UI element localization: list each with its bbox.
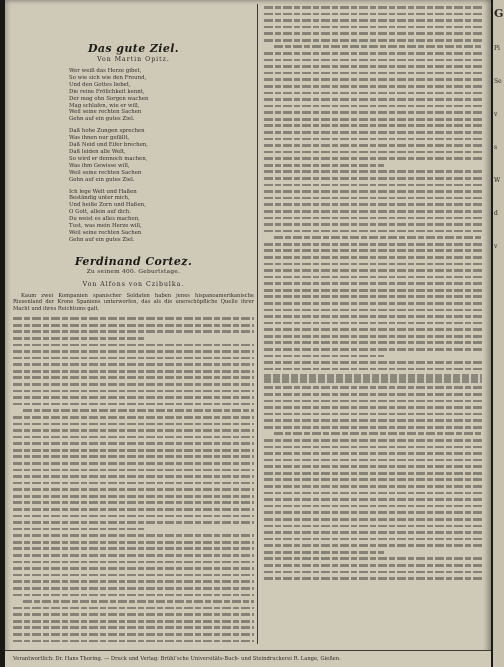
poem-line: Daß Neid und Eifer brechen, xyxy=(69,142,148,149)
text-line xyxy=(264,197,482,200)
text-line xyxy=(13,515,254,518)
text-line xyxy=(13,429,254,432)
text-line xyxy=(13,501,254,504)
text-line xyxy=(264,269,482,272)
text-line xyxy=(264,131,482,134)
adjacent-page-edge xyxy=(491,0,504,667)
poem-line: Was ihnen nur gefällt, xyxy=(69,135,130,142)
text-line xyxy=(13,337,146,340)
imprint-footer xyxy=(5,650,491,667)
poem-line: Was ihm Gewisse will, xyxy=(69,162,130,169)
text-line xyxy=(264,368,482,371)
column-rule xyxy=(257,4,258,644)
text-line xyxy=(13,633,254,636)
text-line xyxy=(264,118,482,121)
text-line xyxy=(264,518,482,521)
text-line xyxy=(264,315,482,318)
poem-line: Weil seine rechten Sachen xyxy=(69,229,142,236)
poem-stanza xyxy=(69,189,254,244)
edge-fragment: v xyxy=(494,111,498,118)
text-line xyxy=(264,557,482,560)
text-line xyxy=(264,361,482,364)
poem-line: Gehn auf ein gutes Ziel. xyxy=(69,176,135,183)
poem-line: Und den Gottes liebet, xyxy=(69,81,131,88)
text-line xyxy=(264,335,482,338)
text-line xyxy=(264,393,482,396)
poem-line: Wer weiß das Herze gibet, xyxy=(69,68,142,74)
text-line xyxy=(13,357,254,360)
text-line xyxy=(264,190,482,193)
text-line xyxy=(264,309,482,312)
text-line xyxy=(264,511,482,514)
poem-stanza xyxy=(69,68,254,123)
text-line xyxy=(264,544,482,547)
edge-fragment: G xyxy=(494,7,504,20)
text-line xyxy=(264,13,482,16)
poem-line: Gehn auf ein gutes Ziel. xyxy=(69,116,135,123)
poem-line: Und heiße Zorn und Haßen, xyxy=(69,202,146,209)
text-line xyxy=(13,475,254,478)
text-line xyxy=(264,184,482,187)
text-line xyxy=(264,98,482,101)
text-line xyxy=(13,541,254,544)
text-line xyxy=(13,554,254,557)
text-line xyxy=(13,462,254,465)
text-line xyxy=(264,564,482,567)
text-line xyxy=(13,508,254,511)
text-line xyxy=(13,561,254,564)
text-line xyxy=(13,449,254,452)
text-line xyxy=(264,302,482,305)
edge-fragment: W xyxy=(494,177,501,184)
text-line xyxy=(264,341,482,344)
text-line xyxy=(264,164,384,167)
text-line xyxy=(264,210,482,213)
text-line xyxy=(13,574,254,577)
text-line xyxy=(13,547,254,550)
text-line xyxy=(13,350,254,353)
text-line xyxy=(264,446,482,449)
text-line xyxy=(264,400,482,403)
text-line xyxy=(13,607,254,610)
poem-line: Daß leiden alle Welt, xyxy=(69,148,126,155)
text-line xyxy=(13,390,254,393)
poem-line: Tust, was mein Herze will, xyxy=(69,223,142,230)
text-line xyxy=(264,39,482,42)
text-line xyxy=(264,538,482,541)
text-line xyxy=(264,322,482,325)
text-line xyxy=(264,472,482,475)
text-line xyxy=(264,276,482,279)
text-line xyxy=(13,521,254,524)
text-line xyxy=(13,324,254,327)
text-line xyxy=(13,594,254,597)
text-line xyxy=(274,432,482,435)
text-line xyxy=(264,92,482,95)
text-line xyxy=(264,78,482,81)
text-line xyxy=(13,488,254,491)
text-line xyxy=(13,363,254,366)
text-line xyxy=(264,170,482,173)
article-author: Von Alfons von Czibulka. xyxy=(82,280,185,288)
poem-section xyxy=(13,42,254,244)
text-line xyxy=(13,423,254,426)
text-line xyxy=(13,370,254,373)
text-line xyxy=(13,620,254,623)
poem-line: Daß hohe Zungen sprechen xyxy=(69,128,145,135)
right-column xyxy=(264,6,482,646)
text-line xyxy=(264,492,482,495)
text-line xyxy=(264,26,482,29)
text-line xyxy=(13,330,254,333)
text-line xyxy=(264,230,482,233)
article-body-right xyxy=(264,6,482,580)
text-line xyxy=(264,485,482,488)
text-line xyxy=(13,469,254,472)
poem-line: Beständig unter mich, xyxy=(69,195,130,202)
text-line xyxy=(264,52,482,55)
text-line xyxy=(13,436,254,439)
text-line xyxy=(264,465,482,468)
edge-fragment: Se xyxy=(494,78,502,85)
text-line xyxy=(264,6,482,9)
text-line xyxy=(264,105,482,108)
text-line xyxy=(264,72,482,75)
edge-fragment: v xyxy=(494,243,498,250)
text-line xyxy=(264,406,482,409)
text-line xyxy=(264,478,482,481)
newspaper-page xyxy=(5,0,491,667)
text-line xyxy=(13,528,146,531)
text-line xyxy=(264,426,482,429)
text-line xyxy=(264,111,482,114)
text-line xyxy=(264,263,482,266)
edge-fragment: d xyxy=(494,210,498,217)
text-line xyxy=(13,383,254,386)
text-line xyxy=(13,416,254,419)
text-line xyxy=(264,282,482,285)
text-line xyxy=(264,571,482,574)
text-line xyxy=(264,59,482,62)
text-line xyxy=(13,534,254,537)
emphasized-line xyxy=(264,374,482,383)
article-title: Ferdinand Cortez. xyxy=(74,254,193,268)
poem-stanza xyxy=(69,128,254,183)
text-line xyxy=(264,459,482,462)
text-line xyxy=(264,19,482,22)
cortez-article xyxy=(13,255,254,646)
text-line xyxy=(264,243,482,246)
text-line xyxy=(264,419,482,422)
text-line xyxy=(264,525,482,528)
edge-fragment: Pi xyxy=(494,45,500,52)
text-line xyxy=(264,138,482,141)
text-line xyxy=(13,567,254,570)
article-subtitle: Zu seinem 400. Geburtstage. xyxy=(86,268,181,275)
text-line xyxy=(264,124,482,127)
text-line xyxy=(13,344,254,347)
text-line xyxy=(264,348,482,351)
text-line xyxy=(13,580,254,583)
text-line xyxy=(274,45,482,48)
poem-text xyxy=(13,68,254,244)
text-line xyxy=(23,600,254,603)
text-line xyxy=(13,455,254,458)
imprint-text: Verantwortlich: Dr. Hans Thoring. — Druck und Verlag: Brühl’sche Universitäts-Buch- und Steindruckerei R. Lange, Gießen. xyxy=(13,656,341,662)
text-line xyxy=(23,409,254,412)
text-line xyxy=(264,328,482,331)
text-line xyxy=(264,531,482,534)
text-line xyxy=(264,151,482,154)
text-line xyxy=(13,376,254,379)
poem-line: Gehn auf ein gutes Ziel. xyxy=(69,236,135,243)
poem-line: Mag schlafen, wie er will, xyxy=(69,102,140,109)
text-line xyxy=(264,144,482,147)
article-opening-paragraph: Kaum zwei Kompanien spanischer Soldaten haben jenes hispanoamerikanische Riesenland der Krone Spaniens unterworfen, das als die unerschöpfliche Quelle ihrer Macht und ihres Reichtums galt. xyxy=(13,292,254,312)
text-line xyxy=(264,452,482,455)
text-line xyxy=(13,495,254,498)
poem-line: Weil seine rechten Sachen xyxy=(69,169,142,176)
text-line xyxy=(13,626,254,629)
poem-line: So wird er dennoch machen, xyxy=(69,155,148,162)
text-line xyxy=(264,249,482,252)
poem-author: Von Martin Opitz. xyxy=(97,56,170,63)
text-line xyxy=(264,32,482,35)
text-line xyxy=(264,355,384,358)
text-line xyxy=(13,396,254,399)
text-line xyxy=(264,498,482,501)
edge-fragment: s xyxy=(494,144,498,151)
text-line xyxy=(264,413,482,416)
text-line xyxy=(264,289,482,292)
left-column xyxy=(13,6,254,646)
text-line xyxy=(13,403,254,406)
text-line xyxy=(264,505,482,508)
poem-line: Ich lege Welt und Haßen xyxy=(69,188,137,195)
poem-line: Die reine Frölichkeit kennt, xyxy=(69,88,145,95)
text-line xyxy=(264,157,482,160)
text-line xyxy=(264,177,482,180)
text-line xyxy=(13,587,254,590)
text-line xyxy=(13,442,254,445)
text-line xyxy=(264,295,482,298)
poem-title: Das gute Ziel. xyxy=(87,42,180,55)
text-line xyxy=(274,236,482,239)
poem-line: Der mag ohn Sorgen wachen xyxy=(69,95,149,102)
text-line xyxy=(264,65,482,68)
text-line xyxy=(13,613,254,616)
text-line xyxy=(264,256,482,259)
text-line xyxy=(264,203,482,206)
text-line xyxy=(13,640,254,643)
text-line xyxy=(13,482,254,485)
text-line xyxy=(264,577,482,580)
text-line xyxy=(264,85,482,88)
poem-line: So wie sich wie den Freund, xyxy=(69,74,147,81)
text-line xyxy=(13,317,254,320)
article-body-left xyxy=(13,317,254,646)
text-line xyxy=(264,439,482,442)
text-line xyxy=(264,223,482,226)
text-line xyxy=(264,551,384,554)
poem-line: O Gott, allein auf dich. xyxy=(69,209,131,216)
text-line xyxy=(264,217,482,220)
poem-line: Du weist es alles machen, xyxy=(69,216,140,223)
poem-line: Weil seine rechten Sachen xyxy=(69,109,142,116)
text-line xyxy=(264,386,482,389)
